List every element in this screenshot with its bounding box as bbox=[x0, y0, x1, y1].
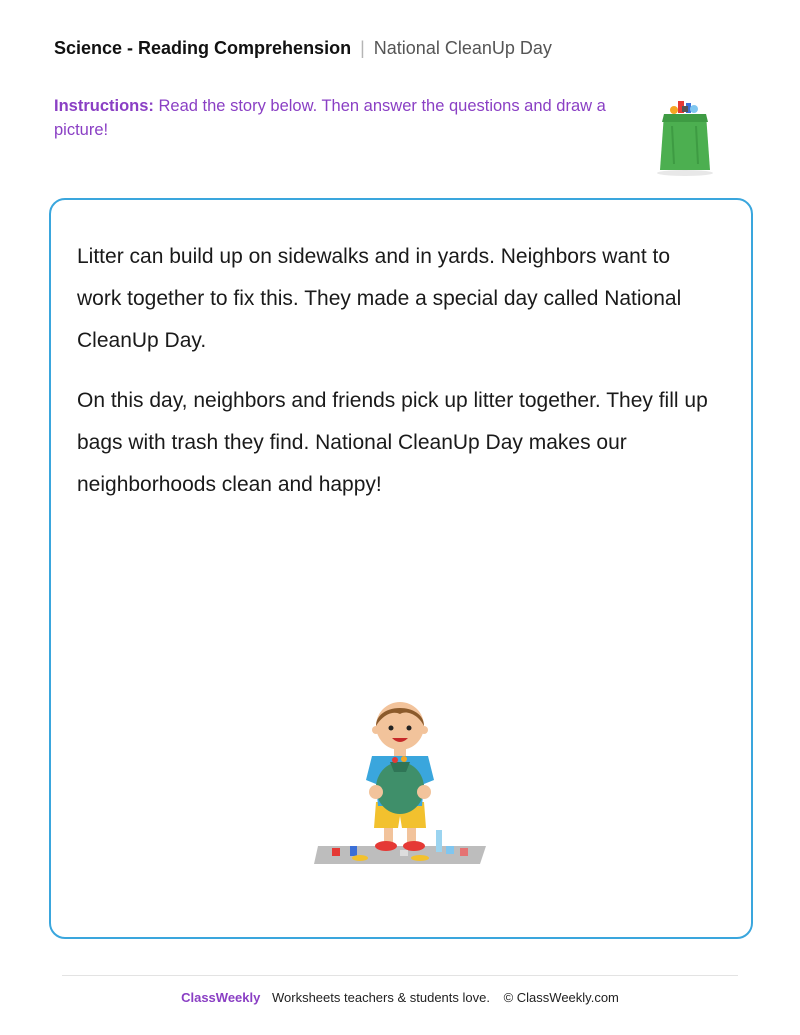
instructions bbox=[54, 94, 614, 142]
footer-divider bbox=[62, 975, 738, 976]
story-text bbox=[77, 236, 717, 506]
story-paragraph-2: On this day, neighbors and friends pick up litter together. They fill up bags with trash they find. National CleanUp Day makes our neighborhoods clean and happy! bbox=[77, 389, 708, 496]
trash-bag-icon bbox=[652, 96, 718, 178]
worksheet-header bbox=[54, 38, 552, 59]
footer bbox=[0, 990, 800, 1005]
header-separator: | bbox=[360, 38, 365, 58]
footer-brand: ClassWeekly bbox=[181, 990, 261, 1005]
topic-title: National CleanUp Day bbox=[373, 38, 552, 58]
footer-tagline: Worksheets teachers & students love. bbox=[271, 990, 490, 1005]
instructions-text: Read the story below. Then answer the questions and draw a picture! bbox=[54, 97, 606, 139]
story-paragraph-1: Litter can build up on sidewalks and in yards. Neighbors want to work together to fix this. They made a special day called National CleanUp Day. bbox=[77, 245, 682, 352]
subject-title: Science - Reading Comprehension bbox=[54, 38, 352, 58]
boy-holding-trash-bag-illustration bbox=[300, 680, 500, 870]
instructions-label: Instructions: bbox=[54, 97, 154, 115]
footer-copyright: © ClassWeekly.com bbox=[503, 990, 619, 1005]
